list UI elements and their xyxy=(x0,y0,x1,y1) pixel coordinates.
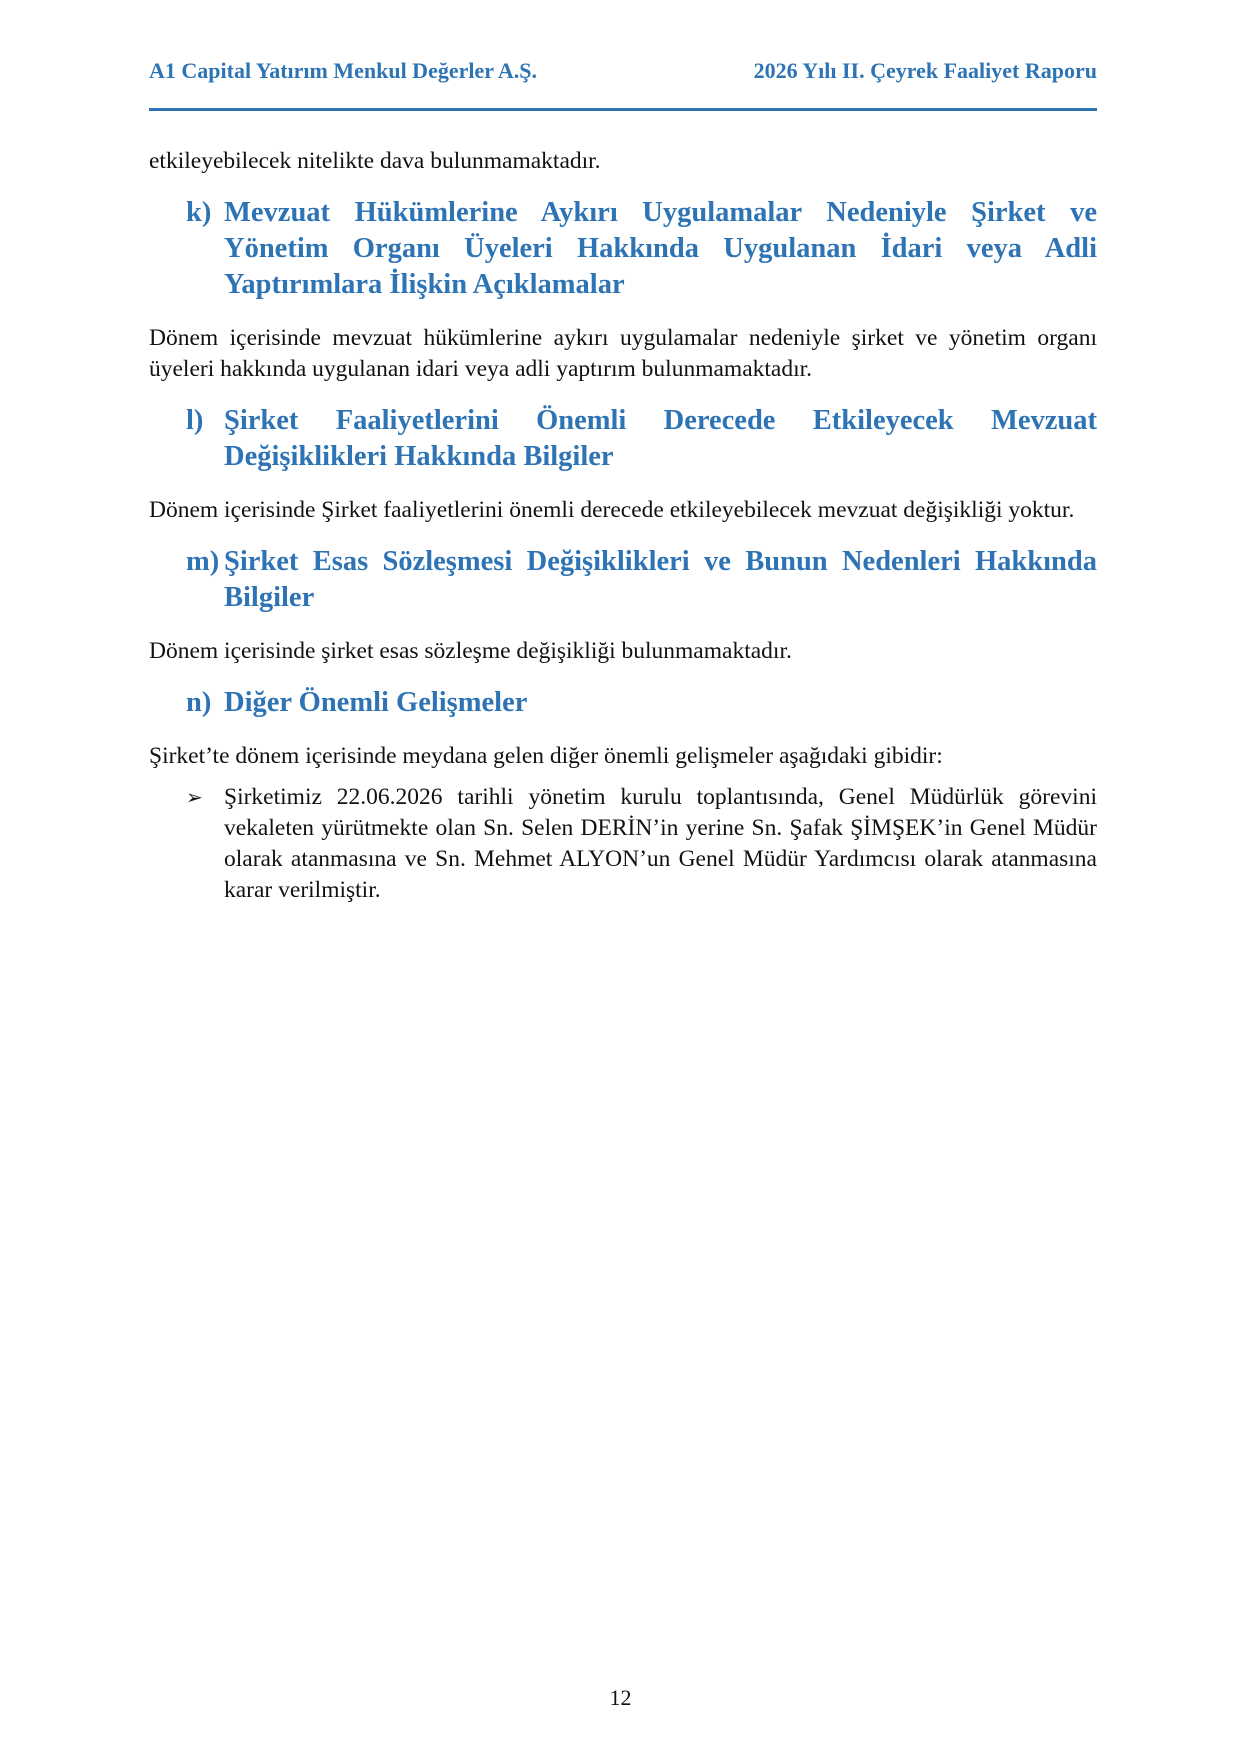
section-body-l: Dönem içerisinde Şirket faaliyetlerini önemli derecede etkileyebilecek mevzuat değişikliği yoktur. xyxy=(149,497,1075,523)
developments-list xyxy=(149,782,1097,906)
list-item xyxy=(149,782,1097,906)
section-letter: k) xyxy=(186,197,212,228)
header-divider xyxy=(149,108,1097,111)
list-item-text: Şirketimiz 22.06.2026 tarihli yönetim kurulu toplantısında, Genel Müdürlük görevini vekaleten yürütmekte olan Sn. Selen DERİN’in yerine Sn. Şafak ŞİMŞEK’in Genel Müdür olarak atanmasına ve Sn. Mehmet ALYON’un Genel Müdür Yardımcısı olarak atanmasına karar verilmiştir. xyxy=(224,784,1097,903)
section-title: Şirket Esas Sözleşmesi Değişiklikleri ve Bunun Nedenleri Hakkında Bilgiler xyxy=(224,546,1097,613)
section-heading-k xyxy=(149,195,1097,303)
section-heading-l xyxy=(149,403,1097,475)
section-letter: n) xyxy=(186,687,212,718)
section-letter: l) xyxy=(186,405,204,436)
section-heading-n xyxy=(149,685,1097,721)
header-company-name: A1 Capital Yatırım Menkul Değerler A.Ş. xyxy=(149,58,538,83)
section-title: Diğer Önemli Gelişmeler xyxy=(224,687,528,718)
arrow-bullet-icon: ➢ xyxy=(186,785,203,809)
section-title: Şirket Faaliyetlerini Önemli Derecede Etkileyecek Mevzuat Değişiklikleri Hakkında Bilgiler xyxy=(224,405,1097,472)
page-number: 12 xyxy=(609,1685,632,1710)
section-body-n: Şirket’te dönem içerisinde meydana gelen diğer önemli gelişmeler aşağıdaki gibidir: xyxy=(149,743,943,769)
page-content xyxy=(149,146,1097,906)
intro-paragraph: etkileyebilecek nitelikte dava bulunmamaktadır. xyxy=(149,148,601,174)
section-body-m: Dönem içerisinde şirket esas sözleşme değişikliği bulunmamaktadır. xyxy=(149,638,792,664)
section-heading-m xyxy=(149,544,1097,616)
section-body-k: Dönem içerisinde mevzuat hükümlerine aykırı uygulamalar nedeniyle şirket ve yönetim organı üyeleri hakkında uygulanan idari veya adli yaptırım bulunmamaktadır. xyxy=(149,325,1097,382)
header-report-title: 2026 Yılı II. Çeyrek Faaliyet Raporu xyxy=(753,58,1097,83)
section-letter: m) xyxy=(186,546,220,577)
page-header xyxy=(149,58,1097,84)
section-title: Mevzuat Hükümlerine Aykırı Uygulamalar Nedeniyle Şirket ve Yönetim Organı Üyeleri Hakkında Uygulanan İdari veya Adli Yaptırımlara İlişkin Açıklamalar xyxy=(224,197,1097,300)
